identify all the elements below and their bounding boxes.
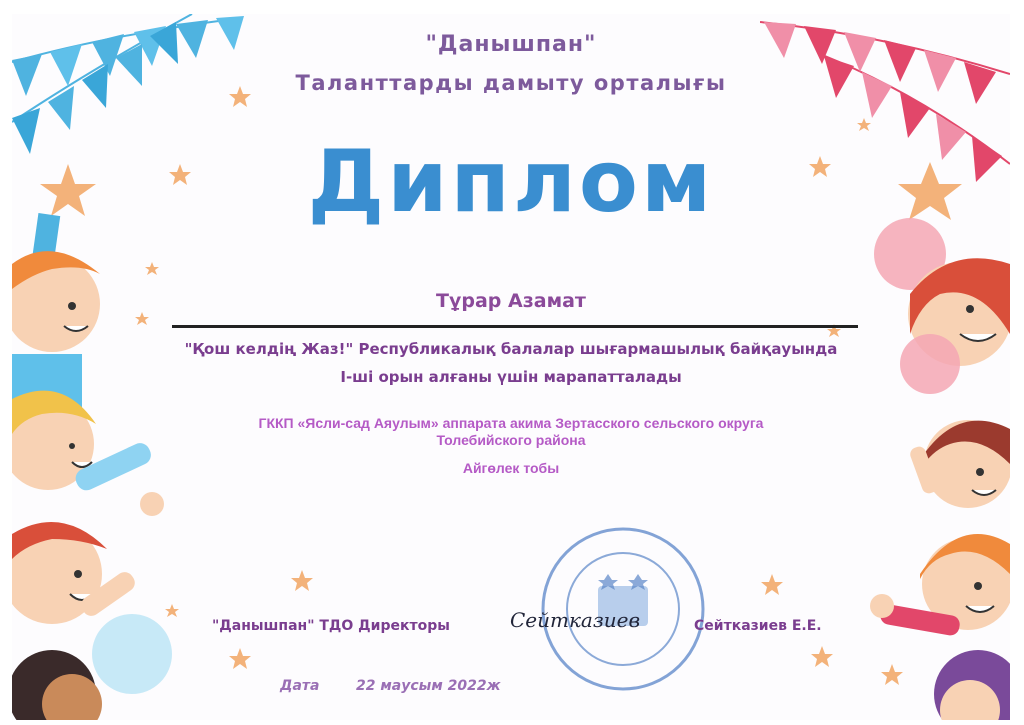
date-label: Дата <box>280 678 320 694</box>
institution-name: ГККП «Ясли-сад Аяулым» аппарата акима Зертасского сельского округа Толебийского района <box>258 415 764 448</box>
recipient-name: Тұрар Азамат <box>436 290 586 312</box>
director-label: "Данышпан" ТДО Директоры <box>212 618 450 634</box>
name-underline <box>172 325 858 328</box>
contest-description: "Қош келдің Жаз!" Республикалық балалар шығармашылық байқауында <box>184 340 838 358</box>
director-name: Сейтказиев Е.Е. <box>694 618 822 634</box>
award-statement: І-ші орын алғаны үшін марапатталады <box>340 368 682 386</box>
date-value: 22 маусым 2022ж <box>356 678 501 694</box>
left-children-illustration <box>12 194 182 720</box>
director-signature: Сейтказиев <box>510 608 641 632</box>
group-name: Айгөлек тобы <box>462 460 560 476</box>
diploma-page <box>12 14 1010 720</box>
diploma-title: Диплом <box>307 132 715 232</box>
organization-name: "Данышпан" <box>425 32 597 57</box>
organization-subtitle: Таланттарды дамыту орталығы <box>295 71 727 95</box>
